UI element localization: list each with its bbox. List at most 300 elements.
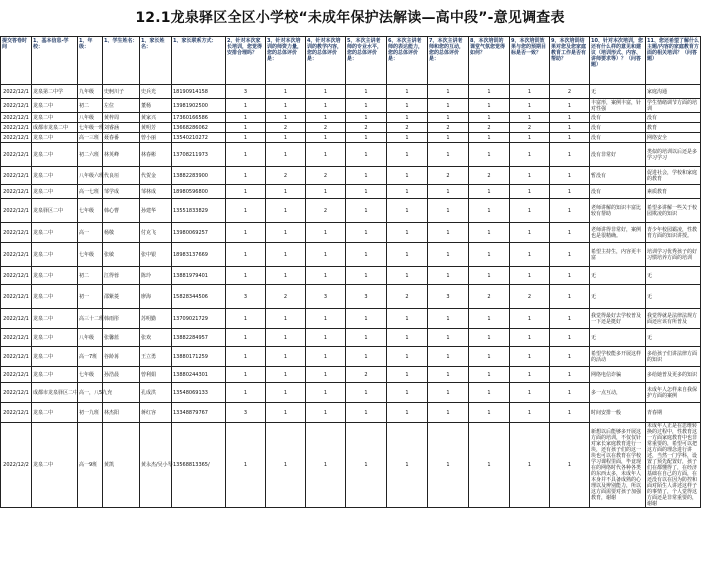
school-cell: 龙泉二中 xyxy=(32,223,78,243)
student-name-cell: 江得蓉 xyxy=(103,267,140,285)
score-cell: 1 xyxy=(266,329,306,347)
score-cell: 1 xyxy=(306,185,346,199)
grade-cell: 初一 xyxy=(78,285,103,309)
score-cell: 1 xyxy=(346,423,387,508)
score-cell: 1 xyxy=(226,309,266,329)
suggestion-cell: 无 xyxy=(590,285,646,309)
suggestion-cell: 老师讲解的知识丰富比较有帮助 xyxy=(590,199,646,223)
score-cell: 1 xyxy=(306,423,346,508)
suggestion-cell: 无 xyxy=(590,329,646,347)
score-cell: 1 xyxy=(510,243,550,267)
student-name-cell: 谷龄苒 xyxy=(103,347,140,367)
score-cell: 1 xyxy=(510,185,550,199)
score-cell: 2 xyxy=(346,123,387,133)
parent-name-cell: 代贺金 xyxy=(140,167,172,185)
school-cell: 龙泉第二中学 xyxy=(32,85,78,99)
score-cell: 1 xyxy=(266,347,306,367)
score-cell: 1 xyxy=(266,267,306,285)
score-cell: 1 xyxy=(469,403,510,423)
suggestion-cell: 希望主持生，内容更丰富 xyxy=(590,243,646,267)
parent-name-cell: 黄明芳 xyxy=(140,123,172,133)
score-cell: 1 xyxy=(387,347,428,367)
topic-cell: 我觉得就是法律法规方面还应该有所普及 xyxy=(646,309,701,329)
header-cell: 7、本次主讲老师和您的互动，您的总体评价是： xyxy=(428,37,469,85)
score-cell: 1 xyxy=(387,309,428,329)
score-cell: 1 xyxy=(306,329,346,347)
grade-cell: 高一三班 xyxy=(78,133,103,143)
phone-cell: 13548069133 xyxy=(172,383,226,403)
score-cell: 1 xyxy=(306,347,346,367)
student-name-cell: 韩心曹 xyxy=(103,199,140,223)
phone-cell: 13551833829 xyxy=(172,199,226,223)
suggestion-cell: 无 xyxy=(590,267,646,285)
score-cell: 1 xyxy=(550,123,590,133)
topic-cell: 无 xyxy=(646,267,701,285)
phone-cell: 15828344506 xyxy=(172,285,226,309)
parent-name-cell: 蒋红容 xyxy=(140,403,172,423)
score-cell: 1 xyxy=(346,243,387,267)
grade-cell: 初二六班 xyxy=(78,143,103,167)
grade-cell: 高一七班 xyxy=(78,185,103,199)
header-cell: 9、本次培训效果与您的预期目标是否一致？ xyxy=(510,37,550,85)
school-cell: 龙泉二中 xyxy=(32,309,78,329)
score-cell: 2 xyxy=(510,123,550,133)
school-cell: 成都市龙泉二中 xyxy=(32,123,78,133)
topic-cell: 素质教育 xyxy=(646,185,701,199)
score-cell: 1 xyxy=(510,223,550,243)
phone-cell: 13880171259 xyxy=(172,347,226,367)
sheet-title: 12.1龙泉驿区全区小学校“未成年保护法解读—高中段”-意见调查表 xyxy=(135,10,565,26)
score-cell: 1 xyxy=(510,143,550,167)
table-row xyxy=(1,99,701,113)
time-cell: 2022/12/1 xyxy=(1,285,32,309)
topic-cell: 教育 xyxy=(646,123,701,133)
score-cell: 2 xyxy=(387,123,428,133)
topic-cell: 培训学习优秀孩子的好习惯培养方面的培训 xyxy=(646,243,701,267)
table-row xyxy=(1,367,701,383)
parent-name-cell: 曾利娟 xyxy=(140,367,172,383)
score-cell: 1 xyxy=(550,383,590,403)
score-cell: 1 xyxy=(306,403,346,423)
student-name-cell: 刘睿涵 xyxy=(103,123,140,133)
score-cell: 1 xyxy=(346,267,387,285)
score-cell: 2 xyxy=(266,167,306,185)
phone-cell: 18980596800 xyxy=(172,185,226,199)
topic-cell: 未成年人怎样来自我保护方面的案例 xyxy=(646,383,701,403)
score-cell: 2 xyxy=(469,285,510,309)
score-cell: 1 xyxy=(469,133,510,143)
header-cell: 4、针对本次培训的教学内容，您的总体评价是： xyxy=(306,37,346,85)
score-cell: 1 xyxy=(510,85,550,99)
header-cell: 1、家长联系方式： xyxy=(172,37,226,85)
score-cell: 1 xyxy=(510,423,550,508)
score-cell: 2 xyxy=(306,123,346,133)
suggestion-cell: 老师讲得非常好，案例也是很精确。 xyxy=(590,223,646,243)
score-cell: 1 xyxy=(387,267,428,285)
school-cell: 成都市龙泉驿区二中 xyxy=(32,383,78,403)
school-cell: 龙泉二中 xyxy=(32,167,78,185)
score-cell: 1 xyxy=(469,185,510,199)
parent-name-cell: 邹林成 xyxy=(140,185,172,199)
score-cell: 1 xyxy=(469,85,510,99)
grade-cell: 高一，八5九充 xyxy=(78,383,103,403)
score-cell: 1 xyxy=(469,329,510,347)
score-cell: 2 xyxy=(266,123,306,133)
score-cell: 1 xyxy=(226,347,266,367)
suggestion-cell: 没有 xyxy=(590,185,646,199)
score-cell: 1 xyxy=(346,143,387,167)
parent-name-cell: 苏明勤 xyxy=(140,309,172,329)
score-cell: 1 xyxy=(346,347,387,367)
score-cell: 1 xyxy=(387,199,428,223)
score-cell: 1 xyxy=(469,347,510,367)
table-row xyxy=(1,243,701,267)
student-name-cell: 张馨蓝 xyxy=(103,329,140,347)
score-cell: 1 xyxy=(550,267,590,285)
grade-cell: 七年级一班 xyxy=(79,124,105,131)
score-cell: 3 xyxy=(226,85,266,99)
score-cell: 1 xyxy=(510,267,550,285)
topic-cell: 未成年人正是在思维转换的过程中，性教育这一方面家庭教育中也非常重要的，希望可以把这方面的理念进行讲述，当然一门学科，设置了预先配置好，孩子们在都懂得了，在经济基础在自己的方面，在还没有以在因为防控和面对陌生人讲述这样子的事情了，个人觉得这方面还是非常重要的，谢谢 xyxy=(646,423,701,508)
header-cell: 提交答卷时间 xyxy=(1,37,32,85)
score-cell: 1 xyxy=(428,199,469,223)
survey-table xyxy=(0,36,701,508)
grade-cell: 七年级 xyxy=(78,243,103,267)
score-cell: 1 xyxy=(387,329,428,347)
phone-cell: 13568813365/ xyxy=(172,423,226,508)
score-cell: 1 xyxy=(226,167,266,185)
phone-cell: 17360166586 xyxy=(172,113,226,123)
score-cell: 1 xyxy=(428,133,469,143)
suggestion-cell: 无 xyxy=(590,85,646,99)
header-row xyxy=(1,37,701,85)
topic-cell: 网络安全 xyxy=(646,133,701,143)
score-cell: 1 xyxy=(469,383,510,403)
phone-cell: 13981902500 xyxy=(172,99,226,113)
score-cell: 1 xyxy=(510,383,550,403)
suggestion-cell: 没有 xyxy=(590,133,646,143)
phone-cell: 13668286062 xyxy=(172,123,226,133)
score-cell: 1 xyxy=(346,99,387,113)
time-cell: 2022/12/1 xyxy=(1,85,32,99)
student-name-cell: 邵紫菱 xyxy=(103,285,140,309)
score-cell: 1 xyxy=(306,267,346,285)
parent-name-cell: 孔成洪 xyxy=(140,383,172,403)
score-cell: 1 xyxy=(387,167,428,185)
parent-name-cell: 廖海 xyxy=(140,285,172,309)
topic-cell: 希望多讲解一些关于校园欺凌的知识 xyxy=(646,199,701,223)
grade-cell: 高一 xyxy=(78,223,103,243)
score-cell: 1 xyxy=(550,133,590,143)
school-cell: 龙泉二中 xyxy=(32,99,78,113)
student-name-cell: 黄凯 xyxy=(103,423,140,508)
score-cell: 1 xyxy=(346,383,387,403)
score-cell: 1 xyxy=(428,383,469,403)
school-cell: 龙泉二中 xyxy=(32,329,78,347)
header-cell: 6、本次主讲老师的表达能力，您的总体评价是： xyxy=(387,37,428,85)
score-cell: 1 xyxy=(387,113,428,123)
suggestion-cell: 我觉得最好去学校普及一下还是挺好 xyxy=(590,309,646,329)
score-cell: 1 xyxy=(266,243,306,267)
student-name-cell: 林杰阳 xyxy=(103,403,140,423)
score-cell: 1 xyxy=(346,329,387,347)
score-cell: 1 xyxy=(550,367,590,383)
parent-name-cell: 黄家兴 xyxy=(140,113,172,123)
score-cell: 1 xyxy=(306,85,346,99)
table-row xyxy=(1,143,701,167)
table-row xyxy=(1,113,701,123)
score-cell: 1 xyxy=(469,99,510,113)
student-name-cell: 聂春番 xyxy=(103,133,140,143)
score-cell: 1 xyxy=(387,185,428,199)
score-cell: 1 xyxy=(266,99,306,113)
score-cell: 2 xyxy=(266,285,306,309)
score-cell: 1 xyxy=(346,133,387,143)
score-cell: 1 xyxy=(226,123,266,133)
header-cell: 10、针对本次培训，您还有什么样的意见和建议（培训形式、内容、讲师要求等）？（问答题） xyxy=(590,37,646,85)
score-cell: 1 xyxy=(266,367,306,383)
score-cell: 1 xyxy=(469,223,510,243)
score-cell: 1 xyxy=(550,113,590,123)
time-cell: 2022/12/1 xyxy=(1,223,32,243)
parent-name-cell: 张中银 xyxy=(140,243,172,267)
topic-cell: 无 xyxy=(646,329,701,347)
table-row xyxy=(1,285,701,309)
header-cell: 1、学生姓名： xyxy=(103,37,140,85)
score-cell: 1 xyxy=(387,383,428,403)
score-cell: 1 xyxy=(346,199,387,223)
score-cell: 3 xyxy=(306,285,346,309)
phone-cell: 13880244301 xyxy=(172,367,226,383)
suggestion-cell: 希望学校能多开展这样的活动 xyxy=(590,347,646,367)
score-cell: 1 xyxy=(469,367,510,383)
topic-cell: 家庭沟通 xyxy=(646,85,701,99)
score-cell: 1 xyxy=(306,367,346,383)
school-cell: 龙泉二中 xyxy=(32,133,78,143)
score-cell: 1 xyxy=(469,309,510,329)
table-row xyxy=(1,383,701,403)
grade-cell: 高三十二班 xyxy=(78,309,103,329)
topic-cell: 青春期 xyxy=(646,403,701,423)
grade-cell: 初一九班 xyxy=(78,403,103,423)
suggestion-cell: 时间安排一般 xyxy=(590,403,646,423)
student-name-cell: 代良垣 xyxy=(103,167,140,185)
time-cell: 2022/12/1 xyxy=(1,367,32,383)
score-cell: 1 xyxy=(387,403,428,423)
score-cell: 1 xyxy=(510,167,550,185)
topic-cell: 类似的培训以后还是多学习学习 xyxy=(646,143,701,167)
time-cell: 2022/12/1 xyxy=(1,113,32,123)
topic-cell: 促进社会，学校和家庭的教育 xyxy=(646,167,701,185)
table-row xyxy=(1,167,701,185)
time-cell: 2022/12/1 xyxy=(1,383,32,403)
score-cell: 1 xyxy=(550,309,590,329)
header-cell: 1、年级： xyxy=(78,37,103,85)
score-cell: 1 xyxy=(387,367,428,383)
table-row xyxy=(1,199,701,223)
score-cell: 1 xyxy=(550,329,590,347)
score-cell: 3 xyxy=(346,285,387,309)
score-cell: 1 xyxy=(550,243,590,267)
score-cell: 1 xyxy=(226,99,266,113)
score-cell: 1 xyxy=(428,347,469,367)
topic-cell: 多给孩子们讲法律方面的知识 xyxy=(646,347,701,367)
school-cell: 龙泉二中 xyxy=(32,347,78,367)
score-cell: 1 xyxy=(469,243,510,267)
score-cell: 1 xyxy=(428,329,469,347)
phone-cell: 13708211973 xyxy=(172,143,226,167)
suggestion-cell: 丰富形，案例丰富，针对性强 xyxy=(590,99,646,113)
score-cell: 1 xyxy=(226,367,266,383)
grade-cell: 八年级 xyxy=(78,329,103,347)
score-cell: 2 xyxy=(510,285,550,309)
header-cell: 3、针对本次培训的师资力量，您的总体评价是： xyxy=(266,37,306,85)
school-cell: 龙泉驿区二中 xyxy=(32,199,78,223)
score-cell: 1 xyxy=(428,423,469,508)
score-cell: 3 xyxy=(226,403,266,423)
parent-name-cell: 曾小丽 xyxy=(140,133,172,143)
parent-name-cell: 付克飞 xyxy=(140,223,172,243)
score-cell: 1 xyxy=(469,143,510,167)
time-cell: 2022/12/1 xyxy=(1,309,32,329)
score-cell: 1 xyxy=(226,133,266,143)
score-cell: 1 xyxy=(306,223,346,243)
score-cell: 3 xyxy=(428,285,469,309)
score-cell: 1 xyxy=(510,99,550,113)
score-cell: 1 xyxy=(550,347,590,367)
score-cell: 1 xyxy=(306,309,346,329)
suggestion-cell: 新想以后能够多开展这方面的培训，不仅仅针对家长家庭教育进行一块，还有孩子们的这一块也可以在教育在学校学习课程里面，毕竟现在的网络时代各种各类的东西太多，未成年人本身并不具备成熟的心理以及辨别能力，所以这方面需要对孩子加强教育，谢谢 xyxy=(590,423,646,508)
score-cell: 1 xyxy=(510,329,550,347)
score-cell: 1 xyxy=(428,185,469,199)
score-cell: 1 xyxy=(226,185,266,199)
suggestion-cell: 网络电信诈骗 xyxy=(590,367,646,383)
table-body xyxy=(1,85,701,508)
score-cell: 1 xyxy=(550,423,590,508)
header-cell: 2、针对本次家长培训，您觉得安排合理吗？ xyxy=(226,37,266,85)
phone-cell: 13348879767 xyxy=(172,403,226,423)
phone-cell: 13882283900 xyxy=(172,167,226,185)
score-cell: 1 xyxy=(387,85,428,99)
student-name-cell: 韩雨彤 xyxy=(103,309,140,329)
time-cell: 2022/12/1 xyxy=(1,267,32,285)
score-cell: 3 xyxy=(226,285,266,309)
school-cell: 龙泉二中 xyxy=(32,367,78,383)
table-row xyxy=(1,329,701,347)
score-cell: 2 xyxy=(469,167,510,185)
topic-cell: 无 xyxy=(646,285,701,309)
score-cell: 1 xyxy=(346,403,387,423)
parent-name-cell: 黄永杰/吴小琴 xyxy=(140,423,172,508)
suggestion-cell: 暂没有 xyxy=(590,167,646,185)
score-cell: 1 xyxy=(266,403,306,423)
score-cell: 1 xyxy=(469,113,510,123)
score-cell: 1 xyxy=(469,423,510,508)
score-cell: 1 xyxy=(266,223,306,243)
score-cell: 2 xyxy=(428,123,469,133)
header-cell: 11、您还希望了解什么主题/内容的家庭教育方面的相关培训？（问答题） xyxy=(646,37,701,85)
time-cell: 2022/12/1 xyxy=(1,99,32,113)
time-cell: 2022/12/1 xyxy=(1,347,32,367)
score-cell: 1 xyxy=(510,113,550,123)
suggestion-cell: 没有非常好 xyxy=(590,143,646,167)
header-cell: 9、本次培训结果对您及您家庭教育工作是否有帮助？ xyxy=(550,37,590,85)
grade-cell: 八年级 xyxy=(78,113,103,123)
topic-cell: 学生情绪调节方面的培训 xyxy=(646,99,701,113)
school-cell: 龙泉二中 xyxy=(32,185,78,199)
phone-cell: 18983137669 xyxy=(172,243,226,267)
parent-name-cell: 张欢 xyxy=(140,329,172,347)
score-cell: 1 xyxy=(306,383,346,403)
school-cell: 龙泉二中 xyxy=(32,267,78,285)
suggestion-cell: 多一点互动， xyxy=(590,383,646,403)
score-cell: 2 xyxy=(306,199,346,223)
parent-name-cell: 王立勇 xyxy=(140,347,172,367)
grade-cell: 八年级六班 xyxy=(78,167,103,185)
score-cell: 1 xyxy=(346,113,387,123)
score-cell: 1 xyxy=(428,85,469,99)
score-cell: 1 xyxy=(266,309,306,329)
phone-cell: 13980069257 xyxy=(172,223,226,243)
phone-cell: 13882284957 xyxy=(172,329,226,347)
student-name-cell: 林英峰 xyxy=(103,143,140,167)
table-row xyxy=(1,185,701,199)
score-cell: 1 xyxy=(226,383,266,403)
score-cell: 1 xyxy=(510,367,550,383)
score-cell: 1 xyxy=(226,143,266,167)
suggestion-cell: 没有 xyxy=(590,113,646,123)
score-cell: 1 xyxy=(550,185,590,199)
score-cell: 1 xyxy=(387,223,428,243)
phone-cell: 13540210272 xyxy=(172,133,226,143)
grade-cell: 初二 xyxy=(78,267,103,285)
time-cell: 2022/12/1 xyxy=(1,123,32,133)
topic-cell: 没有 xyxy=(646,113,701,123)
score-cell: 1 xyxy=(428,243,469,267)
score-cell: 1 xyxy=(387,423,428,508)
score-cell: 1 xyxy=(510,403,550,423)
score-cell: 2 xyxy=(387,285,428,309)
student-name-cell: 杨敬 xyxy=(103,223,140,243)
score-cell: 1 xyxy=(226,423,266,508)
score-cell: 1 xyxy=(387,99,428,113)
score-cell: 2 xyxy=(428,167,469,185)
header-cell: 5、本次主讲老师的专业水平，您的总体评价是： xyxy=(346,37,387,85)
time-cell: 2022/12/1 xyxy=(1,185,32,199)
score-cell: 1 xyxy=(550,403,590,423)
score-cell: 1 xyxy=(428,143,469,167)
grade-cell: 九年级 xyxy=(78,85,103,99)
student-name-cell: 史舸川子 xyxy=(103,85,140,99)
phone-cell: 13709021729 xyxy=(172,309,226,329)
phone-cell: 18190914158 xyxy=(172,85,226,99)
grade-cell: 高一7班 xyxy=(78,347,103,367)
time-cell: 2022/12/1 xyxy=(1,133,32,143)
school-cell: 龙泉二中 xyxy=(32,423,78,508)
score-cell: 1 xyxy=(266,423,306,508)
score-cell: 1 xyxy=(428,403,469,423)
school-cell: 龙泉二中 xyxy=(32,143,78,167)
score-cell: 1 xyxy=(266,143,306,167)
score-cell: 1 xyxy=(226,243,266,267)
score-cell: 2 xyxy=(346,367,387,383)
header-cell: 1、基本信息-学校： xyxy=(32,37,78,85)
topic-cell: 多给她普及更多的知识 xyxy=(646,367,701,383)
parent-name-cell: 林春彬 xyxy=(140,143,172,167)
score-cell: 1 xyxy=(226,329,266,347)
score-cell: 1 xyxy=(266,185,306,199)
grade-cell: 七年级 xyxy=(78,199,103,223)
